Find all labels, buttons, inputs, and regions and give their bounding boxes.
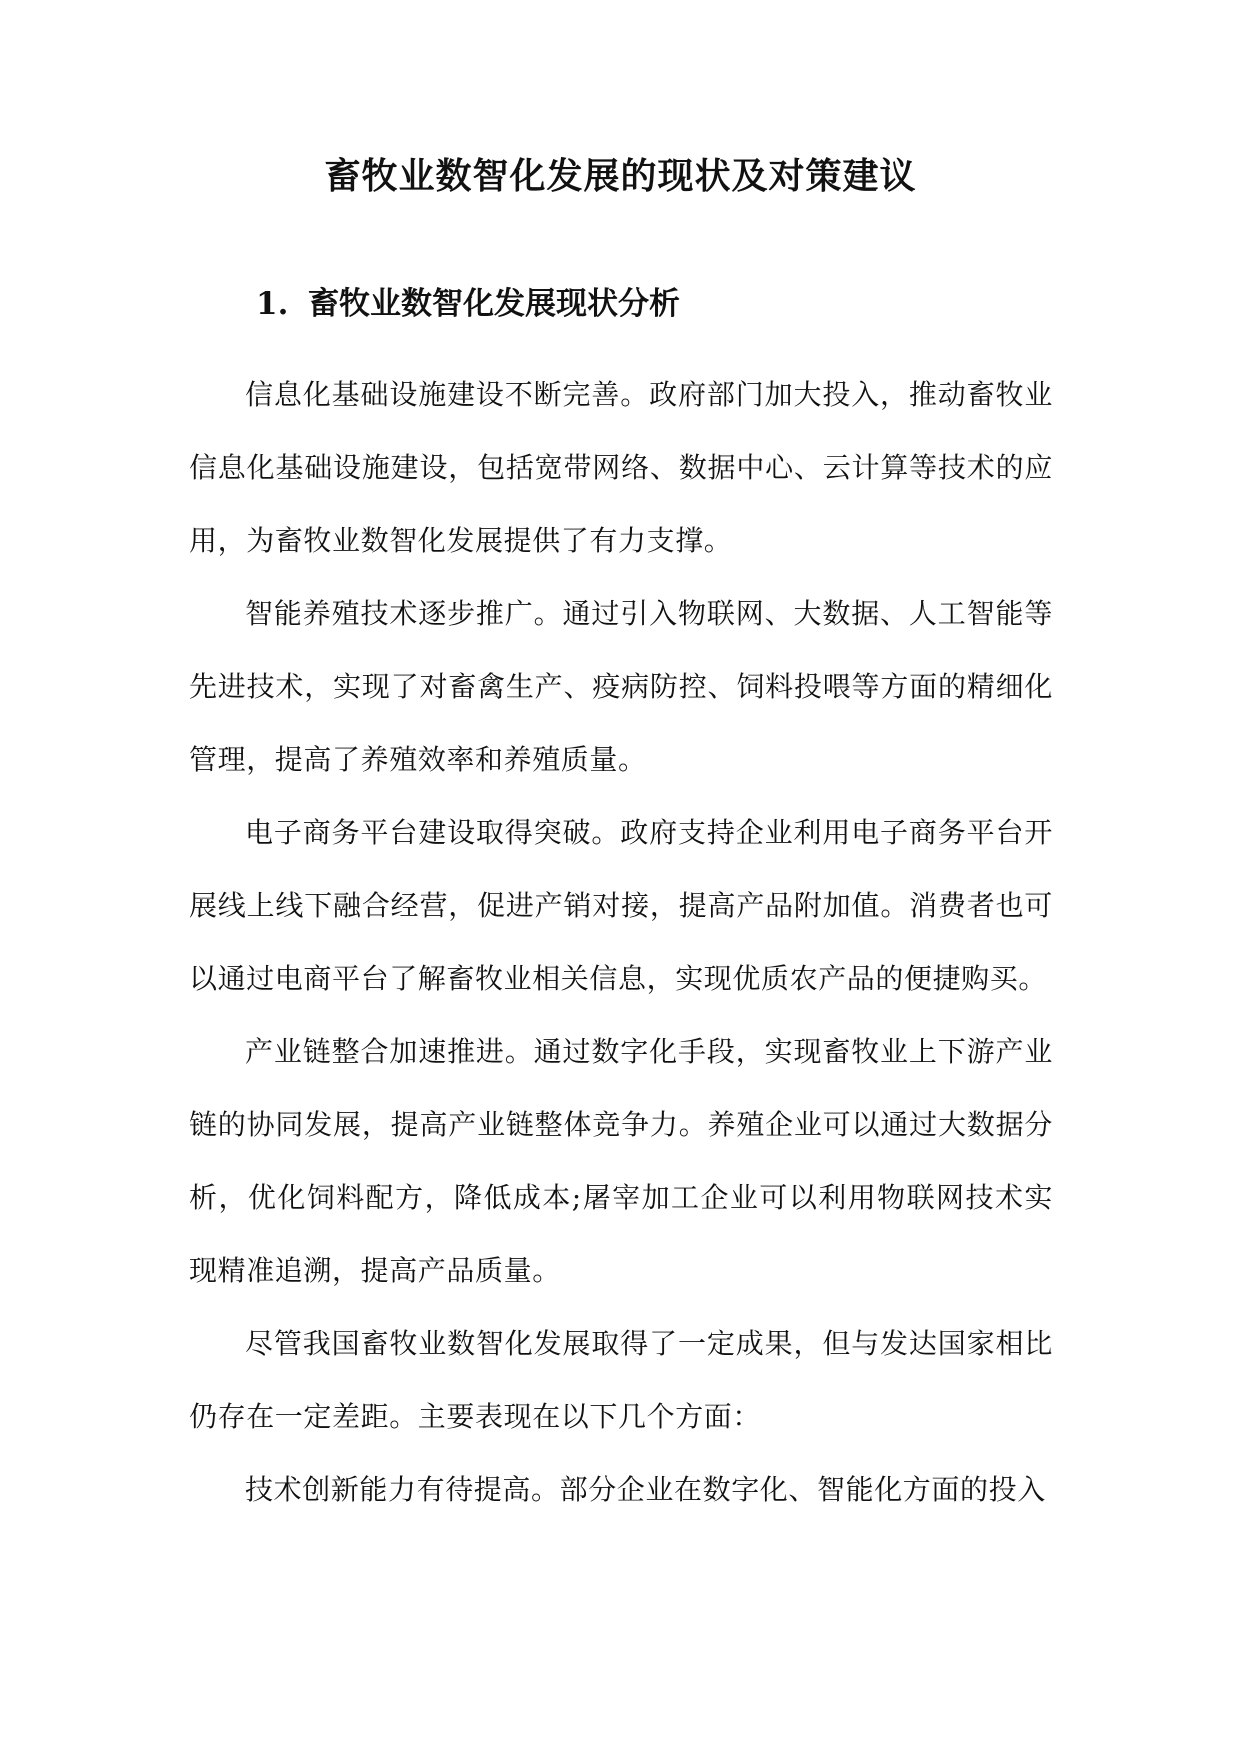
section-heading-text: 畜牧业数智化发展现状分析 (308, 286, 680, 322)
body-text (189, 358, 1053, 1526)
paragraph: 智能养殖技术逐步推广。通过引入物联网、大数据、人工智能等先进技术，实现了对畜禽生产、疫病防控、饲料投喂等方面的精细化管理，提高了养殖效率和养殖质量。 (189, 597, 1053, 776)
paragraph: 信息化基础设施建设不断完善。政府部门加大投入，推动畜牧业信息化基础设施建设，包括宽带网络、数据中心、云计算等技术的应用，为畜牧业数智化发展提供了有力支撑。 (189, 378, 1053, 557)
section-number: 1. (256, 286, 289, 322)
document-title: 畜牧业数智化发展的现状及对策建议 (324, 155, 917, 197)
paragraph: 技术创新能力有待提高。部分企业在数字化、智能化方面的投入 (245, 1473, 1046, 1506)
paragraph: 电子商务平台建设取得突破。政府支持企业利用电子商务平台开展线上线下融合经营，促进产销对接，提高产品附加值。消费者也可以通过电商平台了解畜牧业相关信息，实现优质农产品的便捷购买。 (189, 816, 1053, 995)
paragraph: 产业链整合加速推进。通过数字化手段，实现畜牧业上下游产业链的协同发展，提高产业链整体竞争力。养殖企业可以通过大数据分析，优化饲料配方，降低成本;屠宰加工企业可以利用物联网技术实现精准追溯，提高产品质量。 (189, 1035, 1053, 1287)
section-heading (256, 282, 680, 326)
paragraph: 尽管我国畜牧业数智化发展取得了一定成果，但与发达国家相比仍存在一定差距。主要表现在以下几个方面： (189, 1327, 1053, 1433)
